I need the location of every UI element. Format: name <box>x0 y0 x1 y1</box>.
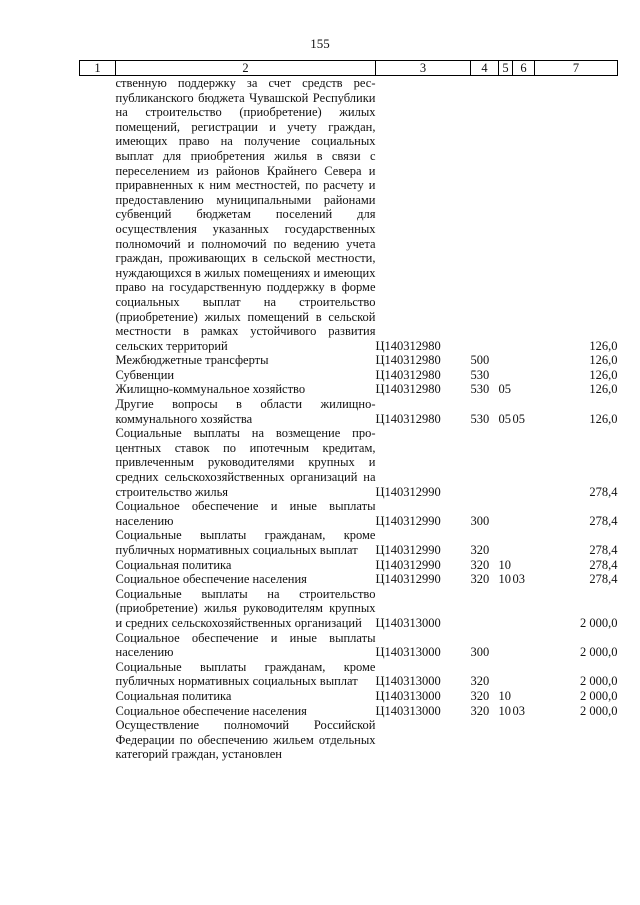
row-code: Ц140312990 <box>375 513 441 528</box>
row-section: 10 <box>498 703 511 718</box>
row-section: 05 <box>498 382 511 397</box>
header-col-2: 2 <box>116 61 376 76</box>
row-subsection <box>513 382 535 397</box>
table-header-row <box>80 61 618 76</box>
table-row <box>80 397 618 426</box>
row-number-cell <box>80 76 116 354</box>
row-name: Социальное обеспечение населения <box>115 572 307 587</box>
row-section: 10 <box>498 557 511 572</box>
row-section <box>499 368 513 383</box>
row-expense-type: 500 <box>470 353 490 368</box>
row-amount <box>535 718 618 762</box>
row-number-cell <box>80 587 116 631</box>
row-number-cell <box>80 426 116 499</box>
row-number-cell <box>80 382 116 397</box>
table-row <box>80 353 618 368</box>
row-section <box>499 499 513 528</box>
row-name: Межбюджетные трансферты <box>115 353 269 368</box>
row-expense-type: 320 <box>470 688 490 703</box>
row-number-cell <box>80 718 116 762</box>
row-subsection <box>513 499 535 528</box>
row-section: 10 <box>498 572 511 587</box>
table-row <box>80 558 618 573</box>
row-code: Ц140312980 <box>375 367 441 382</box>
row-section: 05 <box>498 411 511 426</box>
row-name: Социальное обеспечение населения <box>115 703 307 718</box>
row-code: Ц140313000 <box>375 674 441 689</box>
row-code: Ц140313000 <box>375 645 441 660</box>
row-amount: 126,0 <box>589 382 618 397</box>
page-number: 155 <box>310 36 330 51</box>
row-section <box>499 426 513 499</box>
row-code: Ц140312990 <box>375 557 441 572</box>
row-name: Социальные выплаты гражданам, кроме публичных нормативных социальных выплат <box>115 528 376 557</box>
row-subsection <box>513 368 535 383</box>
row-code <box>376 718 471 762</box>
row-number-cell <box>80 704 116 719</box>
row-amount: 2 000,0 <box>580 688 618 703</box>
row-expense-type <box>471 718 499 762</box>
table-row <box>80 382 618 397</box>
table-row <box>80 499 618 528</box>
row-name: Социальное обеспечение и иные выплаты населению <box>115 630 376 660</box>
table-row <box>80 631 618 660</box>
table-row <box>80 572 618 587</box>
table-row <box>80 368 618 383</box>
row-name: Социальные выплаты гражданам, кроме публичных нормативных социальных выплат <box>115 659 376 689</box>
row-subsection <box>513 353 535 368</box>
row-subsection <box>513 528 535 557</box>
header-col-5: 5 <box>499 61 513 76</box>
header-col-1: 1 <box>80 61 116 76</box>
row-section <box>499 353 513 368</box>
row-number-cell <box>80 528 116 557</box>
row-name: Субвенции <box>115 367 175 382</box>
row-code: Ц140312980 <box>375 338 441 353</box>
row-subsection: 03 <box>512 703 525 718</box>
row-subsection <box>513 718 535 762</box>
row-expense-type: 530 <box>470 367 490 382</box>
row-expense-type: 320 <box>470 557 490 572</box>
row-amount: 278,4 <box>589 557 618 572</box>
row-code: Ц140312990 <box>375 543 441 557</box>
row-expense-type: 320 <box>470 674 490 689</box>
row-number-cell <box>80 572 116 587</box>
row-expense-type: 300 <box>470 645 490 660</box>
row-code: Ц140313000 <box>375 615 441 630</box>
row-subsection <box>513 76 535 354</box>
row-amount: 126,0 <box>589 367 618 382</box>
row-number-cell <box>80 660 116 689</box>
row-number-cell <box>80 397 116 426</box>
row-expense-type <box>471 76 499 354</box>
header-col-6: 6 <box>513 61 535 76</box>
row-subsection: 03 <box>512 572 525 587</box>
row-number-cell <box>80 558 116 573</box>
row-amount: 278,4 <box>589 572 618 587</box>
row-amount: 2 000,0 <box>580 674 618 689</box>
row-name: Социальные выплаты на строительство (приобретение) жилья руководителям крупных и средних сельскохозяйственных организаций <box>115 586 376 630</box>
row-code: Ц140313000 <box>375 688 441 703</box>
table-row <box>80 689 618 704</box>
header-col-3: 3 <box>376 61 471 76</box>
row-section <box>499 587 513 631</box>
table-row <box>80 718 618 762</box>
row-expense-type: 320 <box>470 703 490 718</box>
row-section <box>499 660 513 689</box>
row-amount: 278,4 <box>589 513 618 528</box>
row-section <box>499 528 513 557</box>
table-row <box>80 528 618 557</box>
row-subsection <box>513 689 535 704</box>
row-expense-type: 530 <box>470 411 490 426</box>
row-amount: 278,4 <box>589 543 618 557</box>
row-number-cell <box>80 689 116 704</box>
table-row <box>80 587 618 631</box>
row-expense-type <box>471 426 499 499</box>
row-subsection <box>513 631 535 660</box>
row-name: Социальное обеспечение и иные выплаты населению <box>115 499 376 528</box>
row-name: Социальные выплаты на возмещение процентных ставок по ипотечным кредитам, привлеченным руководителями крупных и средних сельскохозяйственных организаций на строительство жилья <box>115 426 376 499</box>
row-expense-type: 320 <box>470 543 490 557</box>
row-expense-type: 300 <box>470 513 490 528</box>
row-section <box>499 718 513 762</box>
budget-table <box>79 60 618 762</box>
row-section: 10 <box>498 688 511 703</box>
row-amount: 278,4 <box>589 484 618 499</box>
row-amount: 126,0 <box>589 338 618 353</box>
header-col-4: 4 <box>471 61 499 76</box>
row-amount: 2 000,0 <box>580 615 618 630</box>
row-name: Другие вопросы в области жилищно-коммунального хозяйства <box>115 397 376 426</box>
row-expense-type: 530 <box>470 382 490 397</box>
row-code: Ц140313000 <box>375 703 441 718</box>
row-subsection <box>513 558 535 573</box>
row-code: Ц140312980 <box>375 382 441 397</box>
row-number-cell <box>80 368 116 383</box>
row-subsection: 05 <box>512 411 525 426</box>
row-code: Ц140312990 <box>375 484 441 499</box>
table-row <box>80 704 618 719</box>
row-section <box>499 631 513 660</box>
row-section <box>499 76 513 354</box>
header-col-7: 7 <box>535 61 618 76</box>
row-expense-type <box>471 587 499 631</box>
row-expense-type: 320 <box>470 572 490 587</box>
row-subsection <box>513 660 535 689</box>
row-subsection <box>513 587 535 631</box>
row-name: Осуществление полномочий Российской Федерации по обеспечению жильем отдельных категорий граждан, установлен <box>115 718 376 762</box>
table-row <box>80 660 618 689</box>
row-amount: 2 000,0 <box>580 703 618 718</box>
row-number-cell <box>80 499 116 528</box>
table-row <box>80 426 618 499</box>
row-amount: 126,0 <box>589 411 618 426</box>
row-number-cell <box>80 631 116 660</box>
row-name: Социальная политика <box>115 688 232 703</box>
row-name: ственную поддержку за счет средств республиканского бюджета Чувашской Республики на строительство (приобретение) жилых помещений, регистрации и учету граждан, имеющих право на получение социальных выплат для приобретения жилья в связи с переселением из районов Крайнего Севера и приравненных к ним местностей, по расчету и предоставлению муниципальными районами субвенций бюджетам поселений для осуществления указанных государственных полномочий и полномочий по ведению учета граждан, проживающих в сельской местности, нуждающихся в жилых помещениях и имеющих право на государственную поддержку в форме социальных выплат на строительство (приобретение) жилых помещений в сельской местности в рамках устойчивого развития сельских территорий <box>115 76 376 353</box>
row-name: Жилищно-коммунальное хозяйство <box>115 382 306 397</box>
row-code: Ц140312990 <box>375 572 441 587</box>
row-amount: 2 000,0 <box>580 645 618 660</box>
row-amount: 126,0 <box>589 353 618 368</box>
row-number-cell <box>80 353 116 368</box>
row-code: Ц140312980 <box>375 411 441 426</box>
table-row <box>80 76 618 354</box>
row-subsection <box>513 426 535 499</box>
row-name: Социальная политика <box>115 557 232 572</box>
row-code: Ц140312980 <box>375 353 441 368</box>
